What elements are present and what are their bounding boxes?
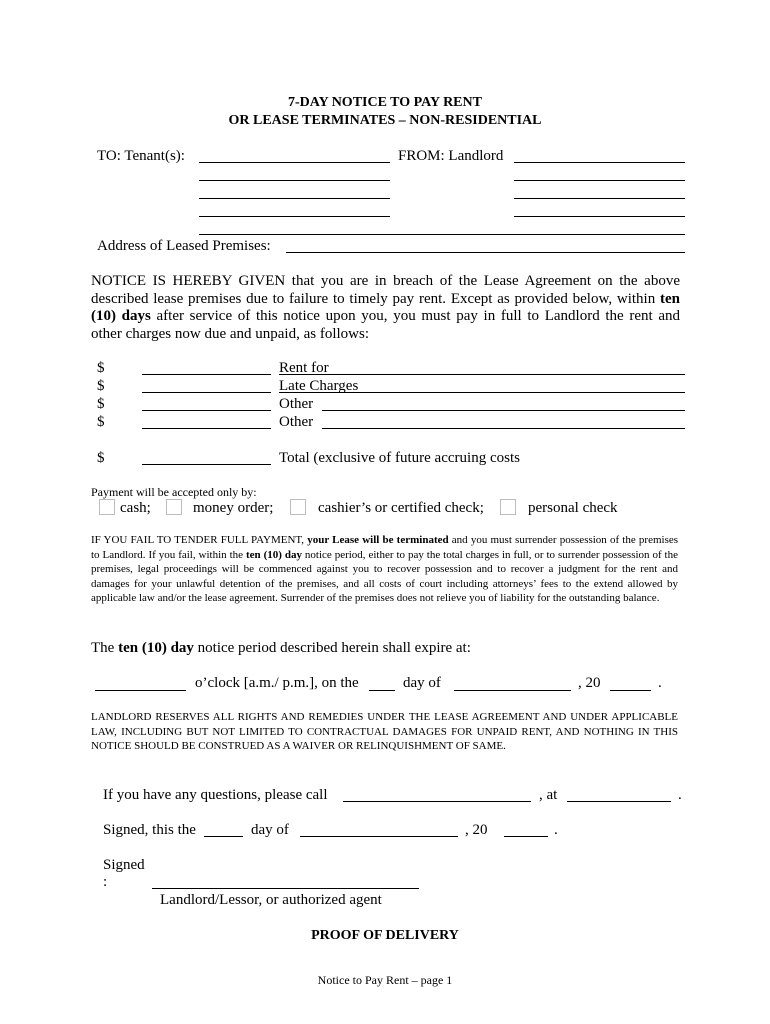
expire-month-line[interactable]: [454, 690, 571, 691]
money-order-checkbox[interactable]: [166, 499, 182, 515]
other2-label: Other: [279, 414, 314, 430]
to-tenant-label: TO: Tenant(s):: [97, 148, 185, 164]
landlord-name-line-2[interactable]: [514, 180, 685, 181]
currency-symbol: $: [97, 414, 105, 430]
signature-caption: Landlord/Lessor, or authorized agent: [160, 892, 382, 908]
cashiers-check-checkbox[interactable]: [290, 499, 306, 515]
address-label: Address of Leased Premises:: [97, 238, 271, 254]
signed-period: .: [554, 822, 558, 838]
expire-sentence: The ten (10) day notice period described herein shall expire at:: [91, 640, 471, 656]
signature-line[interactable]: [152, 888, 419, 889]
other2-description-line[interactable]: [322, 428, 685, 429]
payment-heading: Payment will be accepted only by:: [91, 485, 257, 499]
currency-symbol: $: [97, 378, 105, 394]
signed-this-label: Signed, this the: [103, 822, 196, 838]
landlord-name-line-1[interactable]: [514, 162, 685, 163]
tenant-name-line-4[interactable]: [199, 216, 390, 217]
from-landlord-label: FROM: Landlord: [398, 148, 504, 164]
expire-day-of-label: day of: [403, 675, 441, 691]
other1-description-line[interactable]: [322, 410, 685, 411]
late-charges-line[interactable]: [279, 392, 685, 393]
reserve-rights-paragraph: LANDLORD RESERVES ALL RIGHTS AND REMEDIES UNDER THE LEASE AGREEMENT AND UNDER APPLICABLE LAW, INCLUDING BUT NOT LIMITED TO CONTRACTUAL DAMAGES FOR UNPAID RENT, AND NOTHING IN THIS NOTICE SHOULD BE CONSTRUED AS A WAIVER OR RELINQUISHMENT OF SAME.: [91, 711, 678, 752]
notice-paragraph: NOTICE IS HEREBY GIVEN that you are in breach of the Lease Agreement on the above described lease premises due to failure to timely pay rent. Except as provided below, within ten (10) days after service of this notice upon you, you must pay in full to Landlord the rent and other charges now due and unpaid, as follows:: [91, 273, 681, 342]
questions-name-line[interactable]: [343, 801, 531, 802]
page-footer: Notice to Pay Rent – page 1: [317, 973, 453, 987]
other2-amount-line[interactable]: [142, 428, 271, 429]
currency-symbol: $: [97, 450, 105, 466]
expire-year-prefix: , 20: [578, 675, 601, 691]
other1-amount-line[interactable]: [142, 410, 271, 411]
rent-amount-line[interactable]: [142, 374, 271, 375]
signed-year-prefix: , 20: [465, 822, 488, 838]
document-title-line2: OR LEASE TERMINATES – NON-RESIDENTIAL: [228, 113, 542, 128]
warning-paragraph: IF YOU FAIL TO TENDER FULL PAYMENT, your Lease will be terminated and you must surrender possession of the premises to Landlord. If you fail, within the ten (10) day notice period, either to pay the total charges in full, or to surrender possession of the premises, legal proceedings will be commenced against you to recover possession and to recover a judgment for the rent and damages for your unlawful detention of the premises, and all costs of court including attorneys’ fees to the extend allowed by applicable law and/or the lease agreement. Surrender of the premises does not relieve you of liability for the outstanding balance.: [91, 534, 679, 604]
late-charges-label: Late Charges: [279, 378, 359, 394]
currency-symbol: $: [97, 396, 105, 412]
tenant-name-line-3[interactable]: [199, 198, 390, 199]
personal-check-label: personal check: [528, 500, 618, 516]
questions-period: .: [678, 787, 682, 803]
signed-day-of-label: day of: [251, 822, 289, 838]
expire-period: .: [658, 675, 662, 691]
rent-for-line[interactable]: [279, 374, 685, 375]
cash-checkbox[interactable]: [99, 499, 115, 515]
oclock-label: o’clock [a.m./ p.m.], on the: [195, 675, 359, 691]
expire-time-line[interactable]: [95, 690, 186, 691]
currency-symbol: $: [97, 360, 105, 376]
questions-at-label: , at: [539, 787, 558, 803]
late-amount-line[interactable]: [142, 392, 271, 393]
total-label: Total (exclusive of future accruing costs: [279, 450, 520, 466]
expire-day-line[interactable]: [369, 690, 395, 691]
proof-of-delivery-heading: PROOF OF DELIVERY: [311, 928, 459, 943]
landlord-name-line-3[interactable]: [514, 198, 685, 199]
expire-year-line[interactable]: [610, 690, 651, 691]
signed-day-line[interactable]: [204, 836, 243, 837]
questions-label: If you have any questions, please call: [103, 787, 328, 803]
other1-label: Other: [279, 396, 314, 412]
tenant-name-line-1[interactable]: [199, 162, 390, 163]
cashiers-check-label: cashier’s or certified check;: [318, 500, 484, 516]
signed-colon: :: [103, 874, 108, 890]
cash-label: cash;: [120, 500, 151, 516]
party-extra-line[interactable]: [199, 234, 685, 235]
signed-year-line[interactable]: [504, 836, 548, 837]
document-title-line1: 7-DAY NOTICE TO PAY RENT: [288, 95, 482, 110]
address-line[interactable]: [286, 252, 685, 253]
total-amount-line[interactable]: [142, 464, 271, 465]
signed-label: Signed: [103, 857, 145, 873]
questions-phone-line[interactable]: [567, 801, 671, 802]
landlord-name-line-4[interactable]: [514, 216, 685, 217]
rent-for-label: Rent for: [279, 360, 329, 376]
signed-month-line[interactable]: [300, 836, 458, 837]
personal-check-checkbox[interactable]: [500, 499, 516, 515]
tenant-name-line-2[interactable]: [199, 180, 390, 181]
money-order-label: money order;: [193, 500, 274, 516]
